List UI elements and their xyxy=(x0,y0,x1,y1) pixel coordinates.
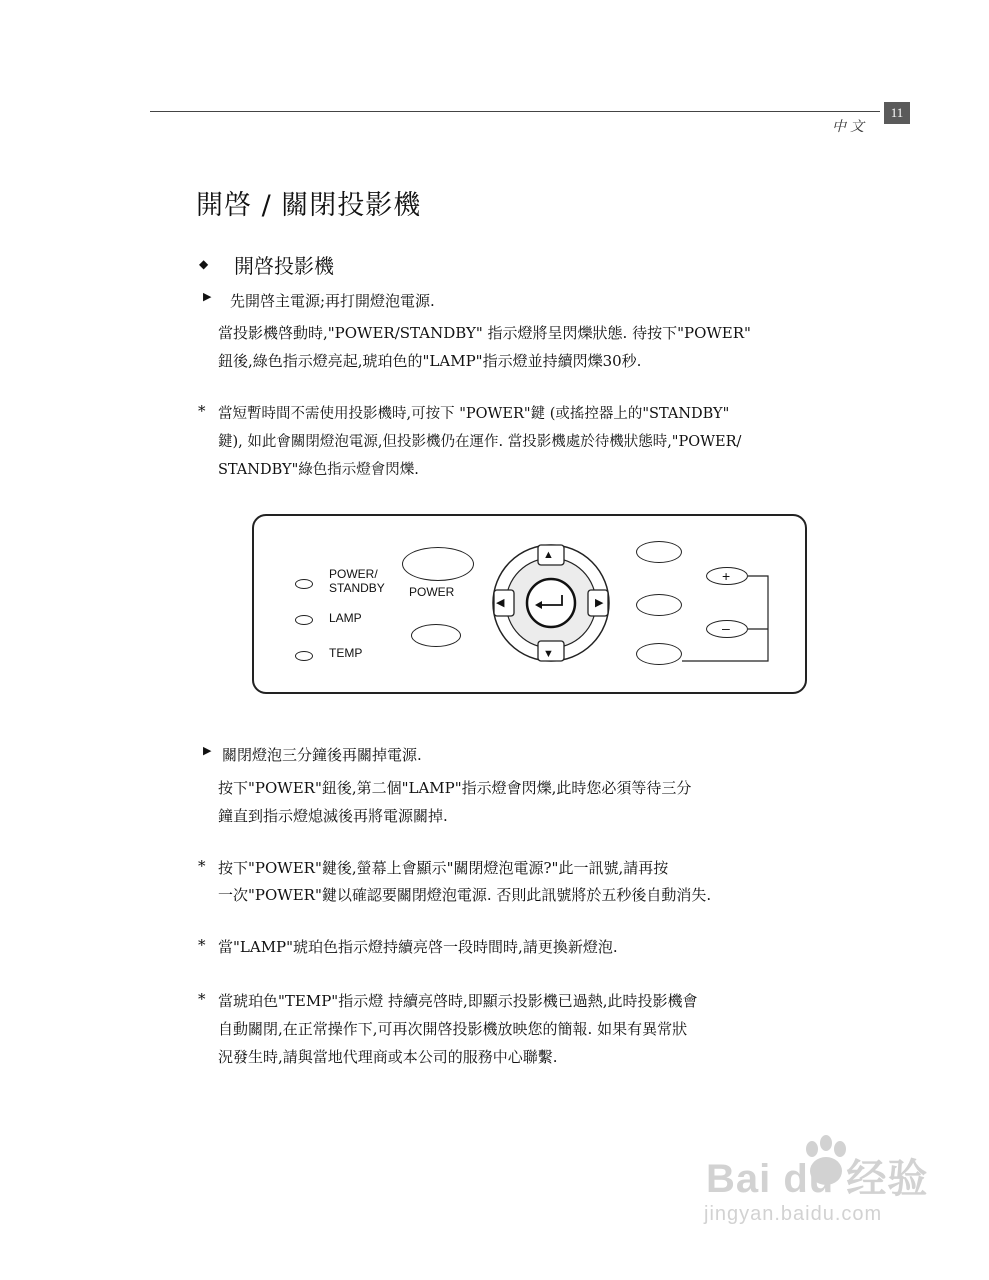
note-2-line: 按下"POWER"鍵後,螢幕上會顯示"關閉燈泡電源?"此一訊號,請再按 xyxy=(218,859,669,877)
page-title: 開啓 / 關閉投影機 xyxy=(196,190,422,221)
step-marker-icon: ▶ xyxy=(203,744,212,757)
note-marker: * xyxy=(198,857,206,875)
step-1-detail-line: 當投影機啓動時,"POWER/STANDBY" 指示燈將呈閃爍狀態. 待按下"POWER" xyxy=(218,324,751,342)
arrow-left-icon[interactable]: ◀ xyxy=(496,597,505,609)
volume-bracket xyxy=(634,568,774,666)
step-1-text: 先開啓主電源;再打開燈泡電源. xyxy=(230,292,435,310)
step-2-detail-line: 鐘直到指示燈熄滅後再將電源關掉. xyxy=(218,807,448,825)
note-3-line: 當"LAMP"琥珀色指示燈持續亮啓一段時間時,請更換新燈泡. xyxy=(218,938,618,956)
note-4-line: 當琥珀色"TEMP"指示燈 持續亮啓時,即顯示投影機已過熱,此時投影機會 xyxy=(218,992,698,1010)
lamp-led xyxy=(295,615,313,625)
watermark-url: jingyan.baidu.com xyxy=(704,1203,883,1225)
language-label: 中文 xyxy=(832,119,868,135)
note-2-line: 一次"POWER"鍵以確認要關閉燈泡電源. 否則此訊號將於五秒後自動消失. xyxy=(218,886,712,904)
header-rule xyxy=(150,111,880,112)
arrow-right-icon[interactable]: ▶ xyxy=(595,597,604,609)
minus-label: – xyxy=(722,620,730,636)
control-panel xyxy=(252,514,807,694)
note-marker: * xyxy=(198,990,206,1008)
page-number: 11 xyxy=(884,102,910,124)
note-1-line: 鍵), 如此會關閉燈泡電源,但投影機仍在運作. 當投影機處於待機狀態時,"POWER/ xyxy=(218,434,742,450)
step-marker-icon: ▶ xyxy=(203,290,212,303)
section-heading: 開啓投影機 xyxy=(234,254,334,278)
arrow-up-icon[interactable]: ▲ xyxy=(543,549,554,561)
note-1-line: STANDBY"綠色指示燈會閃爍. xyxy=(218,462,419,478)
note-1-line: 當短暫時間不需使用投影機時,可按下 "POWER"鍵 (或搖控器上的"STANDBY" xyxy=(218,406,730,422)
note-4-line: 自動關閉,在正常操作下,可再次開啓投影機放映您的簡報. 如果有異常狀 xyxy=(218,1020,688,1038)
plus-label: + xyxy=(722,568,731,584)
watermark-brand: Bai du 经验 xyxy=(706,1157,929,1201)
power-standby-label: POWER/ STANDBY xyxy=(329,567,385,595)
note-4-line: 況發生時,請與當地代理商或本公司的服務中心聯繫. xyxy=(218,1048,558,1066)
temp-label: TEMP xyxy=(329,646,363,660)
menu-button[interactable] xyxy=(411,624,461,647)
step-1-detail-line: 鈕後,綠色指示燈亮起,琥珀色的"LAMP"指示燈並持續閃爍30秒. xyxy=(218,352,642,370)
panel-button-top[interactable] xyxy=(636,541,682,563)
lamp-label: LAMP xyxy=(329,611,362,625)
note-marker: * xyxy=(198,402,206,420)
baidu-watermark xyxy=(700,1135,960,1235)
power-standby-led xyxy=(295,579,313,589)
temp-led xyxy=(295,651,313,661)
note-marker: * xyxy=(198,936,206,954)
power-button[interactable] xyxy=(402,547,474,581)
step-2-text: 關閉燈泡三分鐘後再關掉電源. xyxy=(222,746,422,764)
power-button-label: POWER xyxy=(409,585,455,599)
arrow-down-icon[interactable]: ▼ xyxy=(543,648,554,660)
step-2-detail-line: 按下"POWER"鈕後,第二個"LAMP"指示燈會閃爍,此時您必須等待三分 xyxy=(218,779,692,797)
diamond-bullet-icon: ◆ xyxy=(199,257,209,271)
